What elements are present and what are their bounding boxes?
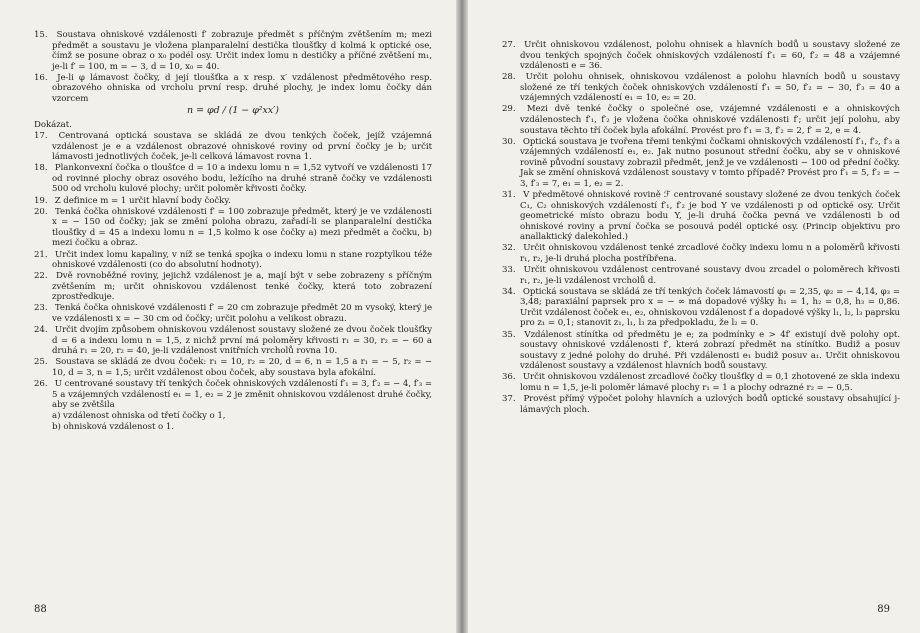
problem-text: Plankonvexní čočka o tloušťce d = 10 a indexu lomu n = 1,52 vytvoří ve vzdálenosti 17 od rovinné plochy obraz osového bodu, ležícího na druhé straně čočky ve vzdálenosti 500 od vrcholu kulové plochy; určit poloměr křivosti čočky. (52, 163, 433, 195)
problem-number: 35. (502, 329, 516, 340)
left-text-column (34, 30, 432, 434)
problem-number: 30. (502, 136, 516, 147)
problem-number: 16. (34, 72, 48, 83)
problem-text: Určit polohu ohnisek, ohniskovou vzdálenost a polohu hlavních bodů u soustavy složené ze tří tenkých čoček ohniskových vzdáleností f′₁ = 50, f′₂ = − 30, f′₃ = 40 a vzájemných vzdáleností e₁ = 10, e₂ = 20. (520, 72, 900, 104)
problem-text: Provést přímý výpočet polohy hlavních a uzlových bodů optické soustavy obsahující j-lámavých ploch. (520, 393, 900, 415)
problem-text: Určit ohniskovou vzdálenost, polohu ohnisek a hlavních bodů u soustavy složené ze dvou tenkých spojných čoček ohniskových vzdáleností f′₁ = 60, f′₂ = 48 a vzájemné vzdálenosti e = 36. (520, 40, 900, 72)
problem-number: 15. (34, 30, 48, 40)
right-page (468, 0, 920, 633)
page-number-right: 89 (877, 604, 890, 615)
problem-text: Soustava ohniskové vzdálenosti f′ zobrazuje předmět s příčným zvětšením m; mezi předmět a soustavu je vložena planparalelní destička tloušťky d kolmá k optické ose, čímž se posune obraz o x₀ podél osy. Určit index lomu n destičky a příčné zvětšení m₁, je-li f′ = 100, m = − 3, d = 10, x₀ = 40. (52, 30, 432, 72)
problem-item (34, 271, 432, 303)
problem-text: Tenká čočka ohniskové vzdálenosti f′ = 20 cm zobrazuje předmět 20 m vysoký, který je ve vzdálenosti x = − 30 cm od čočky; určit polohu a velikost obrazu. (52, 303, 433, 324)
problem-number: 19. (34, 195, 48, 206)
problem-item (502, 394, 900, 415)
problem-number: 21. (34, 249, 48, 260)
problem-item (502, 243, 900, 264)
problem-item (34, 303, 432, 324)
problem-item (502, 265, 900, 286)
problem-number: 22. (34, 271, 48, 282)
problem-number: 27. (502, 40, 516, 50)
problem-text: U centrované soustavy tří tenkých čoček ohniskových vzdáleností f′₁ = 3, f′₂ = − 4, f′₃ = 5 a vzájemných vzdáleností e₁ = 1, e₂ = 2 je změnit ohniskovou vzdálenost druhé čočky, aby se zvětšila (52, 379, 432, 411)
problem-item (34, 163, 432, 195)
problem-text: Určit ohniskovou vzdálenost centrované soustavy dvou zrcadel o poloměrech křivosti r₁, r₂, je-li vzdálenost vrcholů d. (520, 265, 900, 286)
problem-item (502, 287, 900, 329)
problem-item (34, 325, 432, 357)
problem-text: Soustava se skládá ze dvou čoček: r₁ = 10, r₂ = 20, d = 6, n = 1,5 a r₁ = − 5, r₂ = − 10, d = 3, n = 1,5; určit vzdálenost obou čoček, aby soustava byla afokální. (52, 357, 433, 378)
problem-item (34, 357, 432, 378)
problem-item (502, 137, 900, 190)
problem-text: V předmětové ohniskové rovině ℱ centrované soustavy složené ze dvou tenkých čoček C₁, C₂ ohniskových vzdáleností f′₁, f′₂ je bod Y ve vzdálenosti p od optické osy. Určit geometrické místo obrazu bodu Y, je-li druhá čočka pevná ve vzdálenosti b od ohniskové roviny a první čočka se posouvá podél optické osy. (Princip objektivu pro anallaktický dalekohled.) (520, 190, 900, 243)
problem-number: 33. (502, 265, 516, 276)
problem-item (34, 196, 432, 207)
formula-n: n = φd / (1 − φ²xx′) (187, 105, 279, 117)
problem-item (34, 379, 432, 411)
problem-number: 25. (34, 357, 48, 368)
problem-number: 28. (502, 72, 516, 83)
problem-text: Centrovaná optická soustava se skládá ze dvou tenkých čoček, jejíž vzájemná vzdálenost je e a vzdálenost obrazové ohniskové roviny od první čočky je b; určit lámavosti jednotlivých čoček, je-li celková lámavost rovna 1. (52, 131, 432, 163)
right-text-column (502, 40, 900, 416)
problem-number: 24. (34, 325, 48, 336)
problem-item (34, 30, 432, 72)
problem-number: 18. (34, 163, 48, 174)
formula-after: Dokázat. (34, 119, 72, 130)
problem-text: Z definice m = 1 určit hlavní body čočky. (54, 195, 231, 206)
problem-item (502, 72, 900, 104)
problem-number: 23. (34, 303, 48, 314)
left-page (0, 0, 456, 633)
problem-number: 17. (34, 131, 48, 142)
problem-text: Optická soustava je tvořena třemi tenkými čočkami ohniskových vzdáleností f′₁, f′₂, f′₃ a vzájemných vzdáleností e₁, e₂. Jak nutno posunout střední čočku, aby se v ohniskové rovině původní soustavy zobrazil předmět, jenž je ve vzdálenosti − 100 od přední čočky. Jak se změní ohnisková vzdálenost soustavy v tomto případě? Provést pro f′₁ = 5, f′₂ = − 3, f′₃ = 7, e₁ = 1, e₂ = 2. (520, 136, 900, 189)
problem-number: 29. (502, 104, 516, 115)
problem-text: Je-li φ lámavost čočky, d její tloušťka a x resp. x′ vzdálenost předmětového resp. obrazového ohniska od vrcholu první resp. druhé plochy, je index lomu čočky dán vzorcem (52, 72, 432, 104)
problem-text: Určit dvojím způsobem ohniskovou vzdálenost soustavy složené ze dvou čoček tloušťky d = 6 a indexu lomu n = 1,5, z nichž první má poloměry křivosti r₁ = 30, r₂ = − 60 a druhá r₁ = 20, r₂ = 40, je-li vzdálenost vnitřních vrcholů rovna 10. (52, 325, 432, 357)
problem-text: Dvě rovnoběžné roviny, jejichž vzdálenost je a, mají být v sebe zobrazeny s příčným zvětšením m; určit ohniskovou vzdálenost tenké čočky, která toto zobrazení zprostředkuje. (52, 271, 433, 303)
problem-text: Určit ohniskovou vzdálenost tenké zrcadlové čočky indexu lomu n a poloměrů křivosti r₁, r₂, je-li druhá plocha postříbřena. (520, 243, 900, 264)
problem-number: 37. (502, 393, 516, 404)
problem-text: Mezi dvě tenké čočky o společné ose, vzájemné vzdálenosti e a ohniskových vzdálenostech f′₁, f′₂ je vložena čočka ohniskové vzdálenosti f′; určit její polohu, aby soustava těchto tří čoček byla afokální. Provést pro f′₁ = 3, f′₂ = 2, f′ = 2, e = 4. (520, 104, 900, 136)
problem-item (34, 73, 432, 105)
book-gutter (456, 0, 468, 633)
problem-item (502, 190, 900, 243)
problem-item (34, 131, 432, 163)
problem-number: 34. (502, 286, 516, 297)
problem-text: Tenká čočka ohniskové vzdálenosti f′ = 100 zobrazuje předmět, který je ve vzdálenosti x = − 150 od čočky; jak se změní poloha obrazu, zařadí-li se planparalelní destička tloušťky d = 45 a indexu lomu n = 1,5 kolmo k ose čočky a) mezi předmět a čočku, b) mezi čočku a obraz. (52, 206, 432, 249)
problem-number: 36. (502, 372, 516, 383)
problem-text: Určit ohniskovou vzdálenost zrcadlové čočky tloušťky d = 0,1 zhotovené ze skla indexu lomu n = 1,5, je-li poloměr lámavé plochy r₁ = 1 a plochy odrazné r₂ = − 0,5. (520, 372, 900, 393)
problem-number: 31. (502, 190, 516, 201)
problem-text: Optická soustava se skládá ze tří tenkých čoček lámavostí φ₁ = 2,35, φ₂ = − 4,14, φ₃ = 3,48; paraxiální paprsek pro x = − ∞ má dopadové výšky h₁ = 1, h₂ = 0,8, h₃ = 0,86. Určit vzdálenost čoček e₁, e₂, ohniskovou vzdálenost f a dopadové výšky l₁, l₂, l₃ paprsku pro z₁ = 0,1; stanovit z₁, l₁, l₃ za předpokladu, že l₂ = 0. (520, 286, 900, 329)
subitem-a: a) vzdálenost ohniska od třetí čočky o 1, (52, 411, 226, 422)
page-number-left: 88 (34, 604, 47, 615)
problem-item (34, 207, 432, 249)
problem-item (502, 104, 900, 136)
problem-number: 26. (34, 379, 48, 390)
problem-text: Určit index lomu kapaliny, v níž se tenká spojka o indexu lomu n stane rozptylkou téže ohniskové vzdálenosti (co do absolutní hodnoty). (52, 249, 432, 271)
problem-item (502, 40, 900, 72)
problem-text: Vzdálenost stínítka od předmětu je e; za podmínky e > 4f′ existují dvě polohy opt. soustavy ohniskové vzdálenosti f′, která zobrazí předmět na stínítko. Budiž a posuv soustavy z jedné polohy do druhé. Při vzdálenosti e₁ budiž posuv a₁. Určit ohniskovou vzdálenost soustavy a vzdálenost hlavních bodů soustavy. (520, 329, 901, 372)
problem-number: 20. (34, 206, 48, 217)
problem-item (502, 330, 900, 372)
problem-number: 32. (502, 243, 516, 254)
problem-item (34, 250, 432, 271)
subitem-b: b) ohnisková vzdálenost o 1. (52, 422, 174, 433)
problem-item (502, 372, 900, 393)
